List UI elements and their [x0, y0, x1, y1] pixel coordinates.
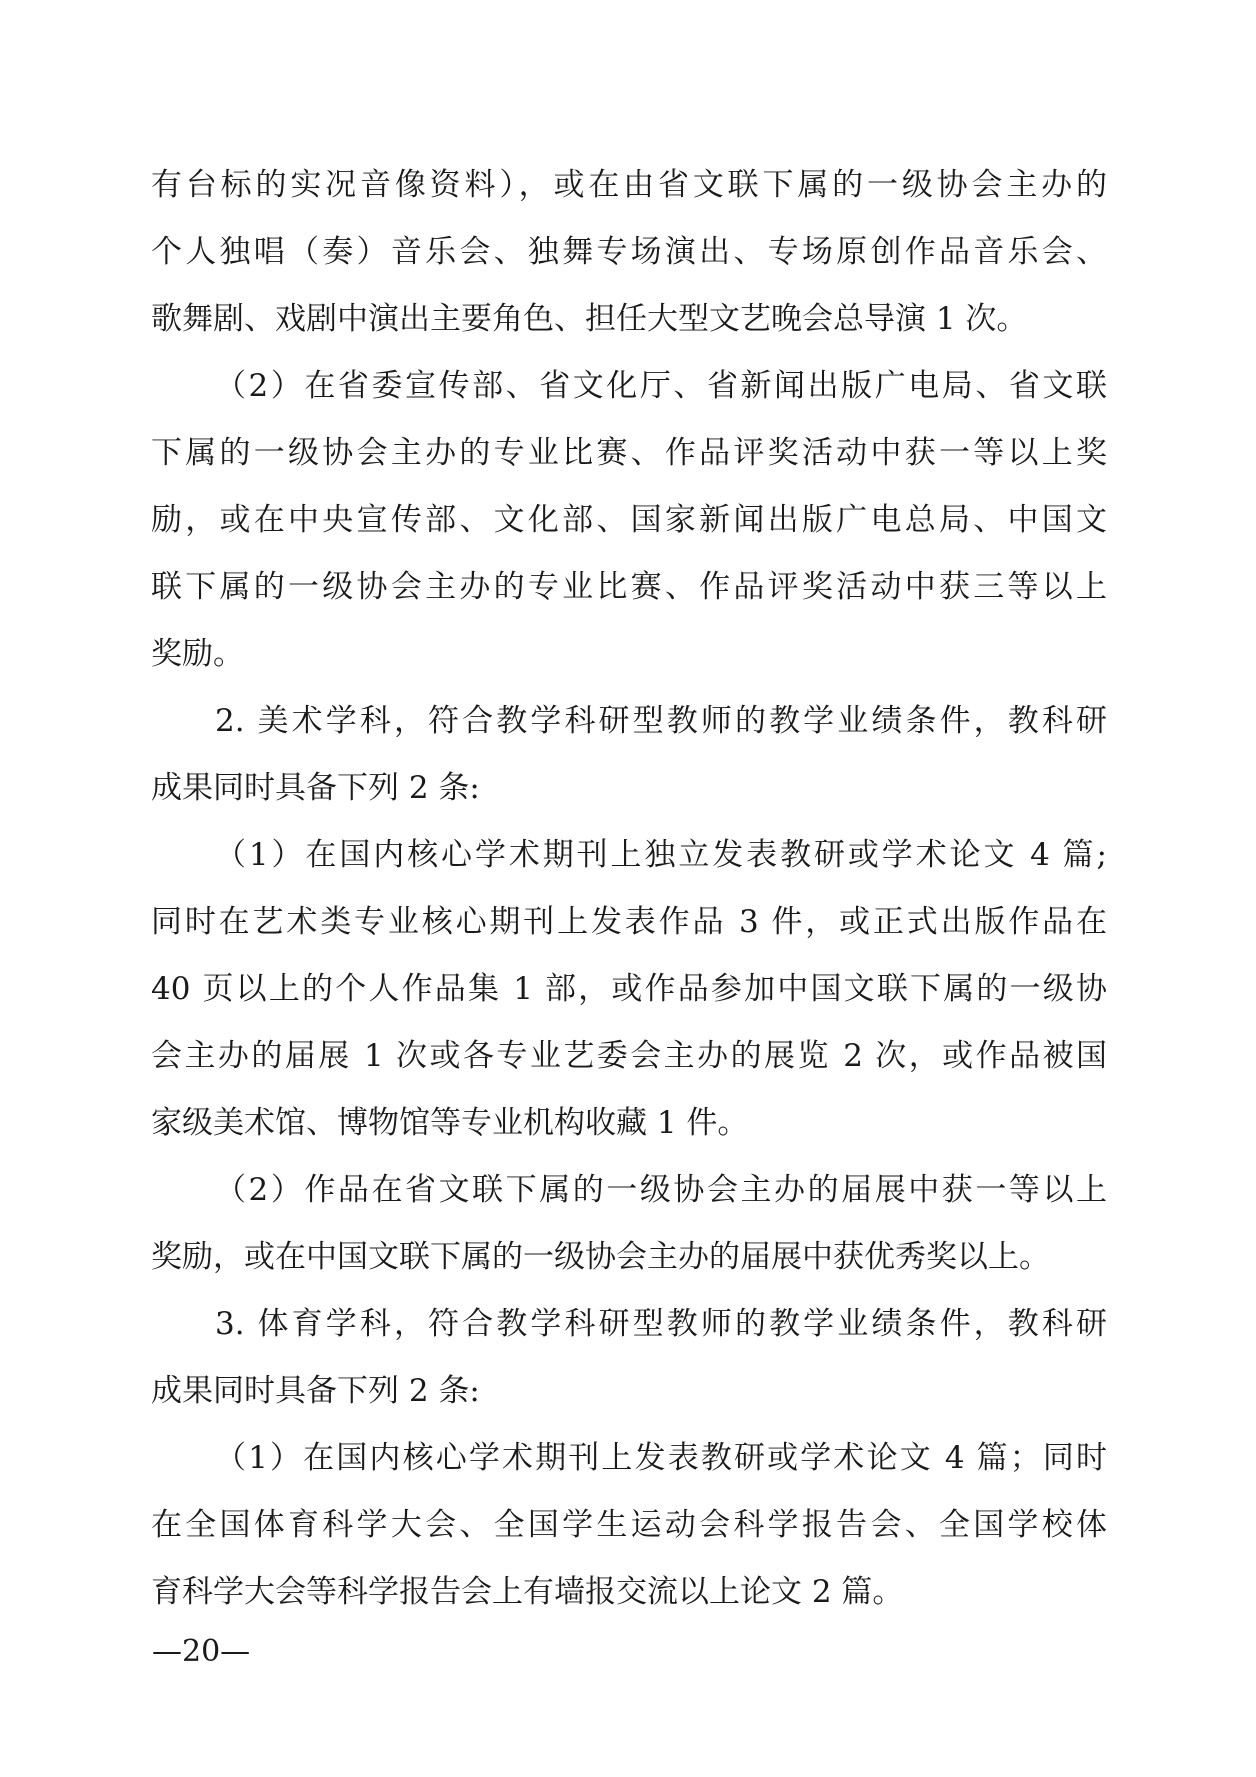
- text-line: 2. 美术学科，符合教学科研型教师的教学业绩条件，教科研: [215, 703, 1107, 739]
- text-line: （2）在省委宣传部、省文化厅、省新闻出版广电局、省文联: [215, 368, 1107, 404]
- text-line: 在全国体育科学大会、全国学生运动会科学报告会、全国学校体: [151, 1507, 1107, 1543]
- text-line: 40 页以上的个人作品集 1 部，或作品参加中国文联下属的一级协: [151, 971, 1107, 1007]
- text-line: 个人独唱（奏）音乐会、独舞专场演出、专场原创作品音乐会、: [151, 234, 1107, 270]
- page-number: —20—: [152, 1634, 251, 1669]
- text-line: 励，或在中央宣传部、文化部、国家新闻出版广电总局、中国文: [151, 502, 1107, 538]
- text-line: 3. 体育学科，符合教学科研型教师的教学业绩条件，教科研: [215, 1306, 1107, 1342]
- text-line: 有台标的实况音像资料），或在由省文联下属的一级协会主办的: [151, 167, 1107, 203]
- text-line: 会主办的届展 1 次或各专业艺委会主办的展览 2 次，或作品被国: [151, 1038, 1107, 1074]
- text-line: （1）在国内核心学术期刊上独立发表教研或学术论文 4 篇;: [215, 837, 1107, 873]
- text-line: 育科学大会等科学报告会上有墙报交流以上论文 2 篇。: [151, 1574, 904, 1610]
- text-line: 歌舞剧、戏剧中演出主要角色、担任大型文艺晚会总导演 1 次。: [151, 301, 1028, 337]
- text-line: 同时在艺术类专业核心期刊上发表作品 3 件，或正式出版作品在: [151, 904, 1107, 940]
- text-line: 下属的一级协会主办的专业比赛、作品评奖活动中获一等以上奖: [151, 435, 1107, 471]
- text-line: 成果同时具备下列 2 条:: [151, 1373, 480, 1409]
- text-line: （2）作品在省文联下属的一级协会主办的届展中获一等以上: [215, 1172, 1107, 1208]
- body-text: [151, 152, 1107, 1626]
- text-line: （1）在国内核心学术期刊上发表教研或学术论文 4 篇；同时: [215, 1440, 1107, 1476]
- text-line: 家级美术馆、博物馆等专业机构收藏 1 件。: [151, 1105, 749, 1141]
- text-line: 奖励，或在中国文联下属的一级协会主办的届展中获优秀奖以上。: [151, 1239, 1050, 1275]
- text-line: 奖励。: [151, 636, 244, 672]
- text-line: 成果同时具备下列 2 条:: [151, 770, 480, 806]
- text-line: 联下属的一级协会主办的专业比赛、作品评奖活动中获三等以上: [151, 569, 1107, 605]
